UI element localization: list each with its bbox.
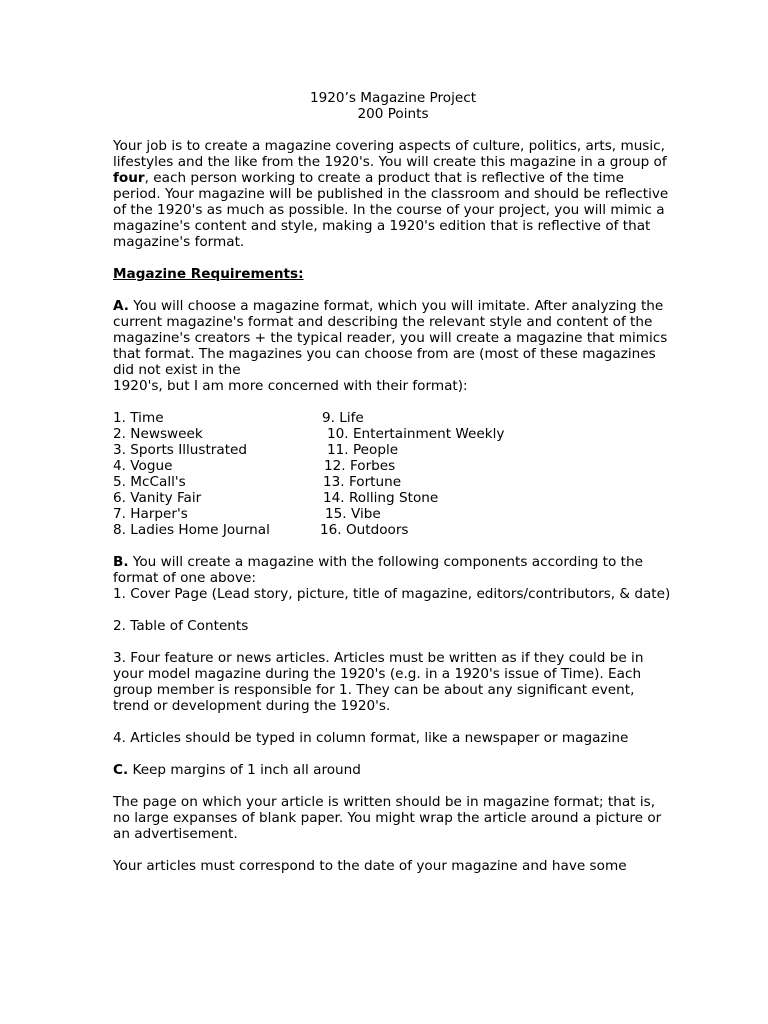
magazine-list-left: 5. McCall's xyxy=(113,474,186,490)
magazine-list-row xyxy=(113,410,673,426)
articles-date-paragraph: Your articles must correspond to the date of your magazine and have some xyxy=(113,858,627,874)
section-b-label: B. xyxy=(113,554,129,570)
section-b-item-cover-page: 1. Cover Page (Lead story, picture, title of magazine, editors/contributors, & date) xyxy=(113,586,671,602)
section-b-item-table-of-contents: 2. Table of Contents xyxy=(113,618,249,634)
requirements-heading: Magazine Requirements: xyxy=(113,266,304,282)
magazine-list-row xyxy=(113,442,673,458)
magazine-list-left: 3. Sports Illustrated xyxy=(113,442,248,458)
intro-text-end: , each person working to create a product that is reflective of the time period. Your magazine will be published in the classroom and should be reflective of the 1920's as much as possible. In the course of your project, you will mimic a magazine's content and style, making a 1920's edition that is reflective of that magazine's format. xyxy=(113,170,669,250)
magazine-list-right: 11. People xyxy=(327,442,399,458)
section-a-label: A. xyxy=(113,298,129,314)
magazine-list-left: 7. Harper's xyxy=(113,506,188,522)
magazine-list-row xyxy=(113,522,673,538)
magazine-list-right: 14. Rolling Stone xyxy=(323,490,439,506)
page-format-paragraph: The page on which your article is written should be in magazine format; that is, no large expanses of blank paper. You might wrap the article around a picture or an advertisement. xyxy=(113,794,662,842)
magazine-list-right: 10. Entertainment Weekly xyxy=(327,426,505,442)
document-body xyxy=(113,90,673,890)
magazine-list-left: 8. Ladies Home Journal xyxy=(113,522,270,538)
section-c-label: C. xyxy=(113,762,129,778)
magazine-list-row xyxy=(113,506,673,522)
magazine-list-right: 13. Fortune xyxy=(323,474,402,490)
section-b-item-articles: 3. Four feature or news articles. Articles must be written as if they could be in your model magazine during the 1920's (e.g. in a 1920's issue of Time). Each group member is responsible for 1. They can be about any significant event, trend or development during the 1920's. xyxy=(113,650,644,714)
section-b-text: You will create a magazine with the following components according to the format of one above: xyxy=(113,554,643,586)
magazine-list-left: 6. Vanity Fair xyxy=(113,490,202,506)
intro-text-start: Your job is to create a magazine covering aspects of culture, politics, arts, music, lifestyles and the like from the 1920's. You will create this magazine in a group of xyxy=(113,138,667,170)
section-c-paragraph xyxy=(113,762,673,778)
magazine-list-row xyxy=(113,490,673,506)
magazine-list-right: 12. Forbes xyxy=(324,458,396,474)
magazine-list-right: 15. Vibe xyxy=(325,506,381,522)
intro-bold-word: four xyxy=(113,170,145,186)
section-a-text-2: 1920's, but I am more concerned with their format): xyxy=(113,378,468,394)
project-title: 1920’s Magazine Project xyxy=(309,90,477,106)
magazine-list-left: 1. Time xyxy=(113,410,164,426)
intro-paragraph xyxy=(113,138,673,250)
magazine-list-row xyxy=(113,474,673,490)
project-points: 200 Points xyxy=(357,106,429,122)
magazine-list xyxy=(113,410,673,538)
magazine-list-right: 9. Life xyxy=(322,410,364,426)
magazine-list-row xyxy=(113,458,673,474)
magazine-list-left: 2. Newsweek xyxy=(113,426,203,442)
section-b-paragraph xyxy=(113,554,673,586)
magazine-list-right: 16. Outdoors xyxy=(320,522,409,538)
section-c-text: Keep margins of 1 inch all around xyxy=(128,762,361,778)
magazine-list-row xyxy=(113,426,673,442)
section-a-text: You will choose a magazine format, which you will imitate. After analyzing the current magazine's format and describing the relevant style and content of the magazine's creators + the typical reader, you will create a magazine that mimics that format. The magazines you can choose from are (most of these magazines did not exist in the xyxy=(113,298,668,378)
section-b-item-column-format: 4. Articles should be typed in column format, like a newspaper or magazine xyxy=(113,730,629,746)
section-a-paragraph xyxy=(113,298,673,394)
magazine-list-left: 4. Vogue xyxy=(113,458,173,474)
